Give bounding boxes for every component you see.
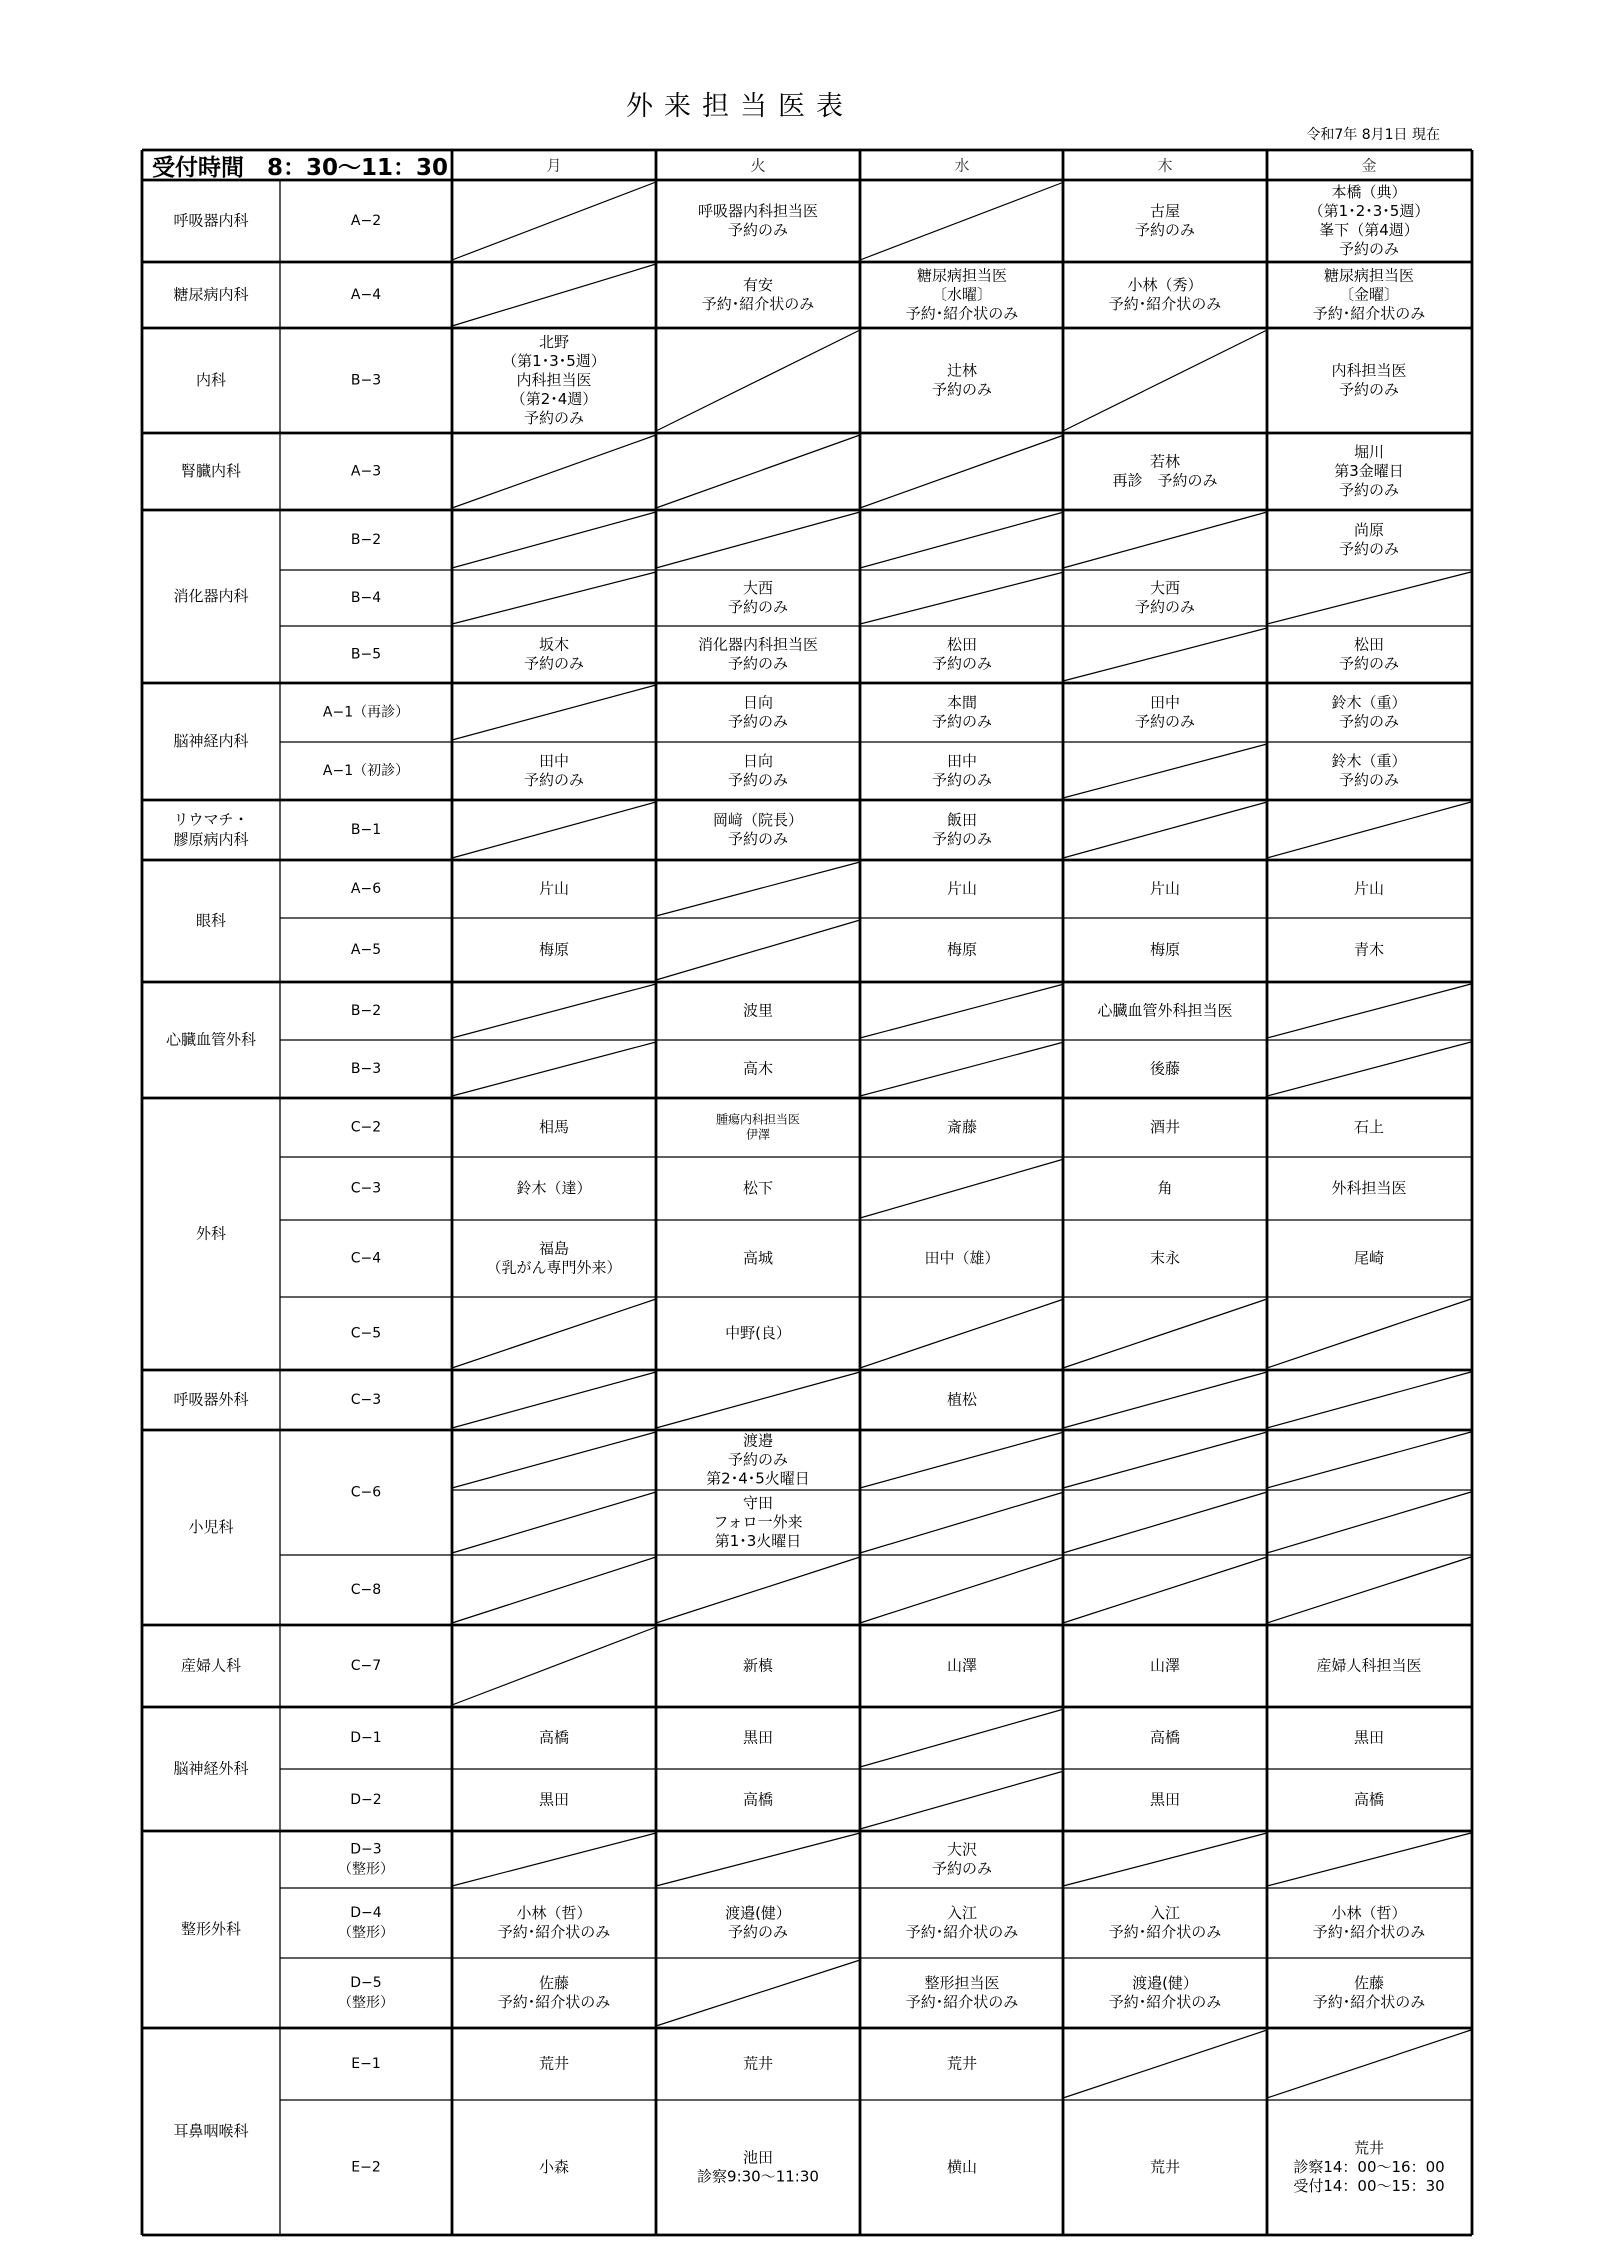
no-clinic-slash bbox=[656, 1833, 860, 1886]
doctor-entry: 梅原 bbox=[946, 940, 978, 959]
day-header: 金 bbox=[1361, 156, 1377, 175]
room-label: A−5 bbox=[350, 942, 382, 958]
department-name: 糖尿病内科 bbox=[173, 285, 249, 304]
doctor-entry: 日向 bbox=[742, 693, 774, 712]
doctor-entry: 新槙 bbox=[742, 1656, 774, 1675]
doctor-entry: 荒井 bbox=[1149, 2158, 1181, 2176]
doctor-entry: 予約･紹介状のみ bbox=[1108, 1923, 1222, 1941]
doctor-entry: 山澤 bbox=[946, 1656, 978, 1675]
doctor-entry: 黒田 bbox=[538, 1790, 570, 1809]
no-clinic-slash bbox=[452, 1833, 656, 1886]
doctor-entry: 予約のみ bbox=[1338, 481, 1400, 499]
room-label: B−3 bbox=[350, 1061, 382, 1077]
no-clinic-slash bbox=[452, 685, 656, 740]
doctor-entry: 高橋 bbox=[742, 1790, 774, 1809]
doctor-entry: 斎藤 bbox=[946, 1118, 978, 1136]
no-clinic-slash bbox=[452, 1372, 656, 1428]
doctor-entry: 日向 bbox=[742, 752, 774, 770]
doctor-entry: 予約のみ bbox=[931, 380, 993, 399]
no-clinic-slash bbox=[860, 1299, 1064, 1368]
doctor-entry: 片山 bbox=[538, 879, 570, 898]
room-label: B−5 bbox=[350, 646, 382, 663]
no-clinic-slash bbox=[452, 512, 656, 568]
room-label: C−3 bbox=[350, 1392, 382, 1408]
doctor-entry: 予約のみ bbox=[931, 1859, 993, 1878]
doctor-entry: 予約のみ bbox=[931, 830, 993, 848]
doctor-entry: 予約のみ bbox=[931, 712, 993, 731]
doctor-entry: 予約･紹介状のみ bbox=[1108, 1993, 1222, 2011]
no-clinic-slash bbox=[656, 435, 860, 508]
doctor-entry: 福島 bbox=[538, 1239, 570, 1258]
no-clinic-slash bbox=[1267, 1557, 1471, 1623]
doctor-entry: 予約･紹介状のみ bbox=[905, 1993, 1019, 2011]
room-label: C−4 bbox=[350, 1250, 382, 1267]
doctor-entry: 産婦人科担当医 bbox=[1316, 1656, 1422, 1675]
room-label: B−2 bbox=[350, 1003, 382, 1019]
doctor-entry: 予約のみ bbox=[1338, 380, 1400, 399]
no-clinic-slash bbox=[1063, 1833, 1267, 1886]
doctor-entry: 尾崎 bbox=[1353, 1249, 1385, 1267]
doctor-entry: 予約･紹介状のみ bbox=[701, 295, 815, 313]
doctor-entry: 梅原 bbox=[1149, 940, 1181, 959]
no-clinic-slash bbox=[860, 512, 1064, 568]
no-clinic-slash bbox=[1063, 1557, 1267, 1623]
room-label: （整形） bbox=[338, 1995, 394, 2011]
room-label: A−6 bbox=[350, 881, 382, 897]
doctor-entry: 鈴木（重） bbox=[1331, 752, 1407, 770]
doctor-entry: 予約のみ bbox=[1134, 221, 1196, 239]
doctor-entry: 酒井 bbox=[1149, 1118, 1181, 1136]
doctor-entry: 伊澤 bbox=[745, 1127, 771, 1142]
department-name: 整形外科 bbox=[180, 1920, 242, 1938]
no-clinic-slash bbox=[452, 182, 656, 260]
no-clinic-slash bbox=[656, 920, 860, 980]
doctor-entry: 小林（哲） bbox=[516, 1904, 592, 1922]
no-clinic-slash bbox=[1063, 512, 1267, 568]
department-name: 眼科 bbox=[195, 911, 227, 930]
room-label: D−4 bbox=[350, 1905, 382, 1921]
doctor-entry: 診察14：00～16：00 bbox=[1293, 2158, 1445, 2176]
doctor-entry: （第1･3･5週） bbox=[502, 352, 606, 370]
no-clinic-slash bbox=[452, 984, 656, 1038]
page-title: 外来担当医表 bbox=[626, 91, 854, 122]
room-label: A−4 bbox=[350, 287, 382, 303]
doctor-entry: 田中 bbox=[538, 752, 570, 770]
room-label: A−1（再診） bbox=[322, 704, 410, 721]
no-clinic-slash bbox=[1063, 802, 1267, 858]
room-label: D−3 bbox=[350, 1841, 382, 1858]
doctor-entry: 片山 bbox=[1149, 879, 1181, 898]
doctor-entry: 田中 bbox=[1149, 693, 1181, 712]
reception-time: 受付時間 8：30～11：30 bbox=[152, 155, 449, 181]
doctor-entry: 診察9:30～11:30 bbox=[697, 2167, 819, 2186]
doctor-entry: 予約のみ bbox=[727, 598, 789, 616]
doctor-entry: 予約のみ bbox=[523, 654, 585, 673]
doctor-entry: 予約のみ bbox=[523, 409, 585, 427]
department-name: 心臓血管外科 bbox=[165, 1030, 257, 1049]
doctor-entry: 糖尿病担当医 bbox=[1323, 266, 1415, 285]
no-clinic-slash bbox=[860, 435, 1064, 508]
doctor-entry: 予約のみ bbox=[727, 771, 789, 789]
doctor-entry: 飯田 bbox=[946, 811, 978, 829]
day-header: 木 bbox=[1157, 156, 1173, 175]
no-clinic-slash bbox=[656, 1960, 860, 2026]
department-name: 呼吸器外科 bbox=[173, 1390, 249, 1409]
no-clinic-slash bbox=[656, 1557, 860, 1623]
no-clinic-slash bbox=[1063, 628, 1267, 681]
doctor-entry: 本橋（典） bbox=[1331, 183, 1407, 201]
doctor-entry: フォロ一外来 bbox=[713, 1513, 803, 1531]
doctor-entry: 予約･紹介状のみ bbox=[1312, 1923, 1426, 1941]
department-name: 膠原病内科 bbox=[173, 830, 249, 849]
no-clinic-slash bbox=[452, 1492, 656, 1553]
no-clinic-slash bbox=[1267, 802, 1471, 858]
doctor-entry: 黒田 bbox=[1353, 1728, 1385, 1747]
room-label: C−8 bbox=[350, 1582, 382, 1598]
doctor-entry: 予約･紹介状のみ bbox=[905, 304, 1019, 323]
doctor-entry: 有安 bbox=[742, 276, 774, 294]
no-clinic-slash bbox=[452, 435, 656, 508]
doctor-entry: 大沢 bbox=[946, 1840, 978, 1859]
no-clinic-slash bbox=[860, 1492, 1064, 1553]
doctor-entry: 呼吸器内科担当医 bbox=[697, 202, 819, 220]
doctor-entry: 予約のみ bbox=[523, 771, 585, 789]
no-clinic-slash bbox=[1267, 1372, 1471, 1428]
no-clinic-slash bbox=[452, 802, 656, 858]
room-label: B−3 bbox=[350, 372, 382, 389]
doctor-entry: 池田 bbox=[742, 2148, 774, 2167]
no-clinic-slash bbox=[860, 1159, 1064, 1218]
room-label: C−5 bbox=[350, 1325, 382, 1342]
no-clinic-slash bbox=[452, 1557, 656, 1623]
doctor-entry: 植松 bbox=[946, 1390, 978, 1409]
doctor-entry: 高城 bbox=[742, 1249, 774, 1267]
no-clinic-slash bbox=[452, 264, 656, 326]
doctor-entry: 予約のみ bbox=[727, 712, 789, 731]
no-clinic-slash bbox=[1063, 1372, 1267, 1428]
no-clinic-slash bbox=[1063, 744, 1267, 798]
doctor-entry: 松田 bbox=[1353, 635, 1385, 654]
no-clinic-slash bbox=[1063, 1432, 1267, 1488]
doctor-entry: 尚原 bbox=[1353, 521, 1385, 539]
doctor-entry: 佐藤 bbox=[538, 1974, 570, 1992]
as-of-date: 令和7年 8月1日 現在 bbox=[1306, 127, 1440, 143]
no-clinic-slash bbox=[1063, 1492, 1267, 1553]
doctor-entry: 糖尿病担当医 bbox=[916, 266, 1008, 285]
doctor-entry: 予約のみ bbox=[727, 1923, 789, 1941]
doctor-entry: 辻林 bbox=[946, 361, 978, 380]
no-clinic-slash bbox=[1267, 1042, 1471, 1096]
doctor-entry: 渡邉(健） bbox=[1132, 1974, 1198, 1992]
department-name: 脳神経内科 bbox=[173, 732, 249, 750]
no-clinic-slash bbox=[656, 330, 860, 431]
no-clinic-slash bbox=[860, 1771, 1064, 1829]
doctor-entry: 若林 bbox=[1149, 452, 1181, 471]
doctor-entry: 松下 bbox=[742, 1179, 774, 1197]
doctor-entry: 受付14：00～15：30 bbox=[1293, 2177, 1445, 2195]
doctor-entry: 渡邉(健） bbox=[725, 1904, 791, 1922]
department-name: 外科 bbox=[195, 1224, 227, 1243]
day-header: 水 bbox=[954, 156, 970, 175]
doctor-entry: 青木 bbox=[1353, 940, 1385, 959]
doctor-entry: 再診 予約のみ bbox=[1112, 471, 1218, 490]
no-clinic-slash bbox=[452, 1432, 656, 1488]
doctor-entry: 予約･紹介状のみ bbox=[1312, 304, 1426, 323]
department-name: 腎臓内科 bbox=[180, 462, 242, 480]
doctor-entry: 峯下（第4週） bbox=[1319, 221, 1419, 239]
doctor-entry: 消化器内科担当医 bbox=[697, 635, 819, 654]
no-clinic-slash bbox=[1267, 984, 1471, 1038]
doctor-entry: 片山 bbox=[946, 879, 978, 898]
doctor-entry: 鈴木（重） bbox=[1331, 693, 1407, 712]
room-label: D−1 bbox=[350, 1730, 382, 1746]
doctor-entry: 小林（哲） bbox=[1331, 1904, 1407, 1922]
doctor-entry: 坂木 bbox=[538, 635, 570, 654]
room-label: （整形） bbox=[338, 1925, 394, 1941]
doctor-entry: 予約のみ bbox=[727, 654, 789, 673]
doctor-entry: 内科担当医 bbox=[1331, 361, 1407, 380]
doctor-entry: 予約･紹介状のみ bbox=[1312, 1993, 1426, 2011]
department-name: 脳神経外科 bbox=[173, 1759, 249, 1778]
doctor-entry: 整形担当医 bbox=[924, 1974, 1000, 1992]
room-label: B−2 bbox=[350, 532, 382, 548]
no-clinic-slash bbox=[860, 182, 1064, 260]
room-label: C−2 bbox=[350, 1119, 382, 1136]
doctor-entry: 予約のみ bbox=[1338, 771, 1400, 789]
doctor-entry: 相馬 bbox=[538, 1118, 570, 1136]
doctor-entry: 〔金曜〕 bbox=[1338, 285, 1400, 304]
doctor-entry: 岡﨑（院長） bbox=[712, 811, 804, 829]
doctor-entry: 渡邉 bbox=[742, 1431, 774, 1450]
no-clinic-slash bbox=[1267, 2030, 1471, 2098]
doctor-entry: 大西 bbox=[742, 579, 774, 597]
no-clinic-slash bbox=[860, 1557, 1064, 1623]
doctor-entry: 第1･3火曜日 bbox=[714, 1532, 802, 1550]
doctor-entry: 心臓血管外科担当医 bbox=[1097, 1001, 1233, 1020]
room-label: C−6 bbox=[350, 1484, 382, 1501]
doctor-entry: 高橋 bbox=[538, 1728, 570, 1747]
no-clinic-slash bbox=[860, 1709, 1064, 1767]
room-label: A−1（初診） bbox=[322, 763, 410, 779]
doctor-entry: 予約のみ bbox=[1338, 240, 1400, 258]
no-clinic-slash bbox=[452, 1299, 656, 1368]
day-header: 火 bbox=[750, 156, 766, 175]
doctor-entry: 本間 bbox=[946, 693, 978, 712]
department-name: 小児科 bbox=[188, 1518, 234, 1536]
no-clinic-slash bbox=[1267, 1492, 1471, 1553]
doctor-entry: 古屋 bbox=[1149, 202, 1181, 220]
doctor-entry: 荒井 bbox=[946, 2054, 978, 2073]
room-label: E−2 bbox=[351, 2159, 381, 2176]
room-label: C−7 bbox=[350, 1658, 382, 1674]
no-clinic-slash bbox=[656, 512, 860, 568]
doctor-entry: 梅原 bbox=[538, 940, 570, 959]
doctor-entry: 守田 bbox=[742, 1494, 774, 1512]
doctor-entry: 予約のみ bbox=[1338, 540, 1400, 558]
doctor-entry: 石上 bbox=[1353, 1118, 1385, 1136]
no-clinic-slash bbox=[1267, 1432, 1471, 1488]
room-label: D−5 bbox=[350, 1975, 382, 1991]
room-label: B−1 bbox=[350, 822, 382, 838]
doctor-entry: 第2･4･5火曜日 bbox=[706, 1469, 810, 1488]
no-clinic-slash bbox=[1063, 1299, 1267, 1368]
doctor-entry: （乳がん専門外来） bbox=[486, 1258, 622, 1277]
no-clinic-slash bbox=[1063, 330, 1267, 431]
no-clinic-slash bbox=[656, 1372, 860, 1428]
doctor-entry: 予約のみ bbox=[1338, 712, 1400, 731]
doctor-entry: 黒田 bbox=[742, 1728, 774, 1747]
no-clinic-slash bbox=[656, 862, 860, 916]
doctor-entry: （第2･4週） bbox=[510, 390, 598, 408]
doctor-entry: 佐藤 bbox=[1353, 1974, 1385, 1992]
doctor-entry: 小林（秀） bbox=[1127, 276, 1203, 294]
room-label: C−3 bbox=[350, 1180, 382, 1197]
doctor-entry: 予約･紹介状のみ bbox=[497, 1993, 611, 2011]
no-clinic-slash bbox=[860, 1042, 1064, 1096]
room-label: E−1 bbox=[351, 2056, 381, 2072]
doctor-entry: 田中 bbox=[946, 752, 978, 770]
day-header: 月 bbox=[546, 156, 562, 175]
no-clinic-slash bbox=[860, 984, 1064, 1038]
no-clinic-slash bbox=[452, 1042, 656, 1096]
doctor-entry: 予約のみ bbox=[1338, 654, 1400, 673]
no-clinic-slash bbox=[452, 1627, 656, 1705]
doctor-entry: 角 bbox=[1157, 1179, 1173, 1197]
doctor-entry: 予約･紹介状のみ bbox=[497, 1923, 611, 1941]
department-name: 呼吸器内科 bbox=[173, 211, 249, 230]
doctor-entry: 横山 bbox=[946, 2158, 978, 2176]
doctor-entry: 高木 bbox=[742, 1059, 774, 1078]
doctor-entry: 松田 bbox=[946, 635, 978, 654]
doctor-entry: 後藤 bbox=[1149, 1059, 1181, 1078]
room-label: D−2 bbox=[350, 1792, 382, 1808]
doctor-entry: 予約のみ bbox=[1134, 712, 1196, 731]
doctor-entry: 末永 bbox=[1149, 1249, 1181, 1267]
doctor-entry: 外科担当医 bbox=[1331, 1179, 1407, 1197]
doctor-entry: 第3金曜日 bbox=[1334, 462, 1404, 480]
doctor-entry: 予約･紹介状のみ bbox=[1108, 295, 1222, 313]
department-name: 消化器内科 bbox=[173, 587, 249, 605]
doctor-entry: 堀川 bbox=[1353, 443, 1385, 461]
doctor-entry: 高橋 bbox=[1353, 1790, 1385, 1809]
room-label: （整形） bbox=[338, 1861, 394, 1878]
doctor-entry: 予約･紹介状のみ bbox=[905, 1923, 1019, 1941]
doctor-entry: 黒田 bbox=[1149, 1790, 1181, 1809]
doctor-entry: 大西 bbox=[1149, 579, 1181, 597]
no-clinic-slash bbox=[1267, 1299, 1471, 1368]
department-name: 耳鼻咽喉科 bbox=[173, 2122, 249, 2140]
doctor-entry: 予約のみ bbox=[727, 1450, 789, 1469]
room-label: B−4 bbox=[350, 590, 382, 606]
department-name: 産婦人科 bbox=[180, 1656, 242, 1675]
department-name: リウマチ・ bbox=[173, 810, 249, 829]
room-label: A−3 bbox=[350, 463, 382, 480]
room-label: A−2 bbox=[350, 213, 382, 229]
doctor-entry: 予約のみ bbox=[931, 771, 993, 789]
department-name: 内科 bbox=[195, 371, 227, 389]
doctor-entry: 腫瘍内科担当医 bbox=[715, 1112, 801, 1127]
no-clinic-slash bbox=[860, 1432, 1064, 1488]
doctor-entry: 高橋 bbox=[1149, 1728, 1181, 1747]
doctor-entry: 小森 bbox=[538, 2158, 570, 2176]
no-clinic-slash bbox=[1267, 1833, 1471, 1886]
no-clinic-slash bbox=[1063, 2030, 1267, 2098]
doctor-entry: 荒井 bbox=[538, 2054, 570, 2073]
no-clinic-slash bbox=[860, 572, 1064, 624]
doctor-entry: 入江 bbox=[1149, 1904, 1181, 1922]
doctor-entry: 予約のみ bbox=[931, 654, 993, 673]
doctor-entry: 荒井 bbox=[742, 2054, 774, 2073]
doctor-entry: 内科担当医 bbox=[516, 371, 592, 389]
doctor-entry: 山澤 bbox=[1149, 1656, 1181, 1675]
doctor-entry: 予約のみ bbox=[727, 830, 789, 848]
doctor-entry: 予約のみ bbox=[727, 221, 789, 239]
doctor-entry: 入江 bbox=[946, 1904, 978, 1922]
doctor-entry: 田中（雄） bbox=[924, 1249, 1000, 1267]
doctor-entry: 中野(良） bbox=[725, 1324, 791, 1342]
doctor-entry: 波里 bbox=[742, 1001, 774, 1020]
no-clinic-slash bbox=[452, 572, 656, 624]
doctor-entry: 鈴木（達） bbox=[516, 1179, 592, 1197]
doctor-entry: 片山 bbox=[1353, 879, 1385, 898]
doctor-entry: 〔水曜〕 bbox=[931, 285, 993, 304]
doctor-entry: （第1･2･3･5週） bbox=[1308, 202, 1430, 220]
doctor-entry: 荒井 bbox=[1353, 2139, 1385, 2157]
doctor-entry: 予約のみ bbox=[1134, 598, 1196, 616]
doctor-entry: 北野 bbox=[538, 333, 570, 351]
no-clinic-slash bbox=[1267, 572, 1471, 624]
